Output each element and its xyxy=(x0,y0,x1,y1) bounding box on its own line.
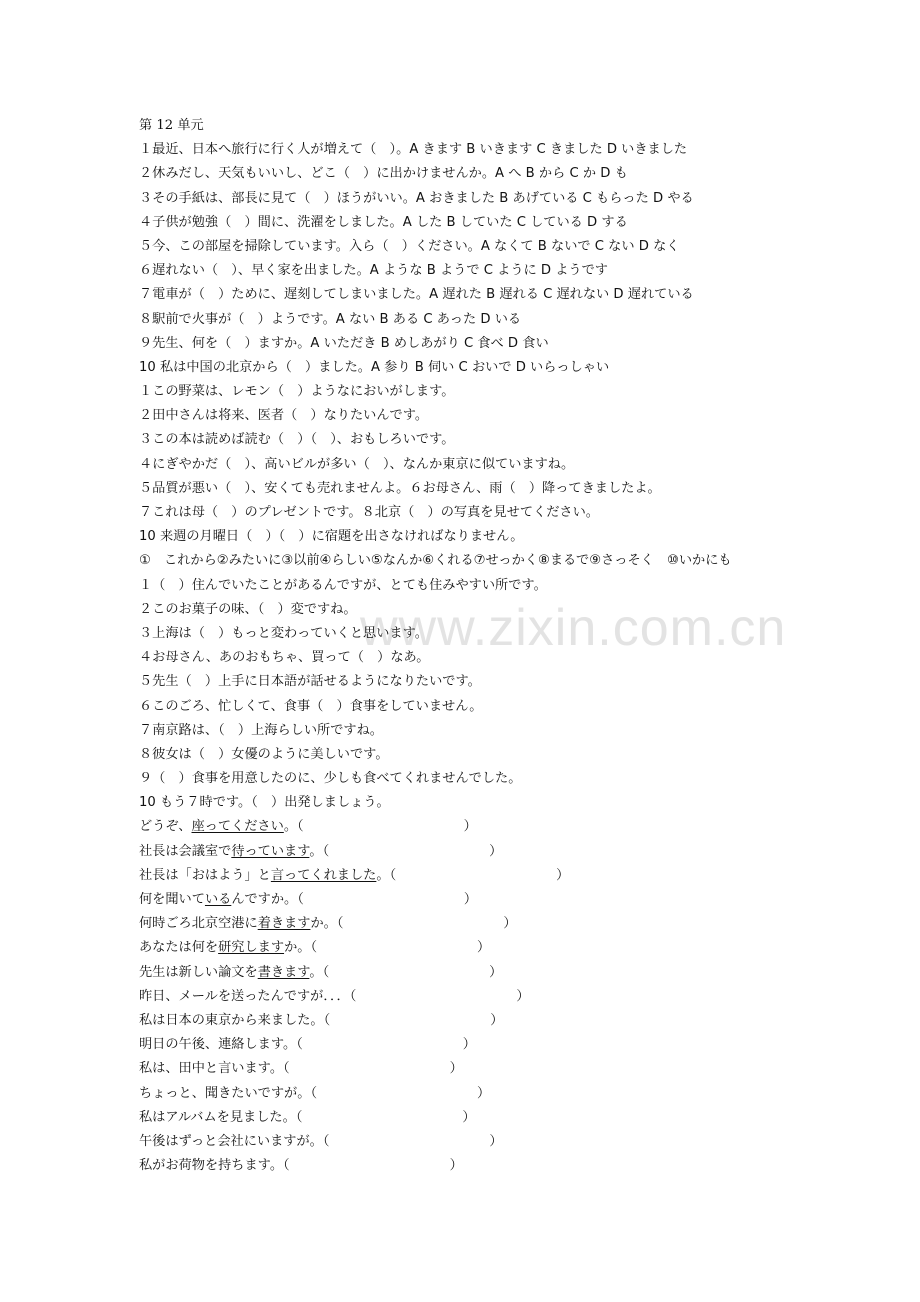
word-question: ３上海は（ ）もっと変わっていくと思います。 xyxy=(139,625,428,641)
keigo-prefix: 私は日本の東京から来ました。（ xyxy=(139,1012,331,1028)
choice-question: ８駅前で火事が（ ）ようです。A ない B ある C あった D いる xyxy=(139,311,522,327)
fill-question: ２田中さんは将来、医者（ ）なりたいんです。 xyxy=(139,408,429,424)
keigo-close-paren: ） xyxy=(463,892,478,907)
keigo-prefix: どうぞ、 xyxy=(139,819,192,835)
keigo-suffix: か。（ xyxy=(310,916,344,932)
word-question: ７南京路は、（ ）上海らしい所ですね。 xyxy=(139,722,383,738)
fill-question-list xyxy=(139,380,909,549)
keigo-suffix: 。（ xyxy=(283,819,304,835)
keigo-question xyxy=(139,840,909,864)
choice-question: ７電車が（ ）ために、遅刻してしまいました。A 遅れた B 遅れる C 遅れない D 遅れている xyxy=(139,287,694,303)
choice-question: ６遅れない（ ）、早く家を出ました。A ような B ようで C ように D ようです xyxy=(139,263,608,279)
keigo-question xyxy=(139,1106,909,1130)
watermark: www.zixin.com.cn xyxy=(360,599,787,657)
keigo-question xyxy=(139,1154,909,1178)
keigo-underlined-phrase: 待っています xyxy=(231,843,310,859)
keigo-prefix: 午後はずっと会社にいますが。（ xyxy=(139,1133,330,1149)
keigo-prefix: 何を聞いて xyxy=(139,892,205,907)
keigo-prefix: 社長は「おはよう」と xyxy=(139,867,271,883)
keigo-prefix: 私はアルバムを見ました。（ xyxy=(139,1109,303,1125)
keigo-question xyxy=(139,815,909,839)
keigo-suffix: んですか。（ xyxy=(231,892,304,907)
fill-question: ４にぎやかだ（ ）、高いビルが多い（ ）、なんか東京に似ていますね。 xyxy=(139,456,575,472)
keigo-question xyxy=(139,1057,909,1081)
keigo-prefix: 明日の午後、連絡します。（ xyxy=(139,1037,303,1053)
choice-question: ４子供が勉強（ ）間に、洗濯をしました。A した B していた C している D する xyxy=(139,214,628,230)
keigo-close-paren: ） xyxy=(477,1085,491,1101)
word-question: ８彼女は（ ）女優のように美しいです。 xyxy=(139,746,389,762)
keigo-question xyxy=(139,864,909,888)
keigo-close-paren: ） xyxy=(503,916,517,932)
word-question: １（ ）住んでいたことがあるんですが、とても住みやすい所です。 xyxy=(139,577,547,593)
keigo-prefix: 私がお荷物を持ちます。（ xyxy=(139,1158,290,1174)
keigo-underlined-phrase: 言ってくれました xyxy=(270,867,377,883)
fill-question: ３この本は読めば読む（ ）（ ）、おもしろいです。 xyxy=(139,432,455,448)
keigo-question xyxy=(139,1033,909,1057)
choice-question: ５今、この部屋を掃除しています。入ら（ ）ください。A なくて B ないで C ない D なく xyxy=(139,238,680,254)
keigo-close-paren: ） xyxy=(449,1061,463,1077)
keigo-close-paren: ） xyxy=(449,1158,463,1174)
keigo-underlined-phrase: 研究します xyxy=(218,940,285,956)
choice-question: ３その手紙は、部長に見て（ ）ほうがいい。A おきました B あげている C もらった D やる xyxy=(139,190,694,206)
keigo-underlined-phrase: 書きます xyxy=(257,964,310,980)
keigo-underlined-phrase: 座ってください xyxy=(191,819,284,835)
word-question: ２このお菓子の味、（ ）変ですね。 xyxy=(139,601,357,617)
keigo-question xyxy=(139,1009,909,1033)
keigo-prefix: 先生は新しい論文を xyxy=(139,964,258,980)
word-question: ６このごろ、忙しくて、食事（ ）食事をしていません。 xyxy=(139,698,483,714)
keigo-question xyxy=(139,1082,909,1106)
keigo-suffix: 。（ xyxy=(309,843,330,859)
keigo-prefix: 昨日、メールを送ったんですが xyxy=(139,988,324,1004)
choice-question: ９先生、何を（ ）ますか。A いただき B めしあがり C 食べ D 食い xyxy=(139,335,549,351)
keigo-close-paren: ） xyxy=(556,867,570,883)
keigo-underlined-phrase: 着きます xyxy=(257,916,311,932)
keigo-question xyxy=(139,1130,909,1154)
keigo-close-paren: ） xyxy=(462,1037,476,1053)
fill-question: ７これは母（ ）のプレゼントです。８北京（ ）の写真を見せてください。 xyxy=(139,505,599,520)
keigo-question xyxy=(139,961,909,985)
word-question: 10 もう７時です。（ ）出発しましょう。 xyxy=(139,795,390,811)
fill-question: 10 来週の月曜日（ ）（ ）に宿題を出さなければなりません。 xyxy=(139,529,524,545)
unit-title: 第 12 单元 xyxy=(139,118,204,133)
keigo-suffix: ．．．（ xyxy=(323,988,357,1004)
keigo-close-paren: ） xyxy=(489,843,503,859)
fill-question: １この野菜は、レモン（ ）ようなにおいがします。 xyxy=(139,384,455,400)
keigo-prefix: 私は、田中と言います。（ xyxy=(139,1061,290,1077)
keigo-close-paren: ） xyxy=(477,940,491,956)
document-body xyxy=(139,114,909,1178)
keigo-close-paren: ） xyxy=(462,1109,476,1125)
keigo-prefix: ちょっと、聞きたいですが。（ xyxy=(139,1085,318,1101)
keigo-question xyxy=(139,985,909,1009)
fill-question: ５品質が悪い（ ）、安くても売れませんよ。６お母さん、雨（ ）降ってきましたよ。 xyxy=(139,480,661,496)
keigo-prefix: 社長は会議室で xyxy=(139,843,232,859)
keigo-question xyxy=(139,912,909,936)
keigo-close-paren: ） xyxy=(463,819,477,835)
keigo-question xyxy=(139,936,909,960)
keigo-close-paren: ） xyxy=(489,964,503,980)
keigo-underlined-phrase: いる xyxy=(204,892,232,907)
word-question: ４お母さん、あのおもちゃ、買って（ ）なあ。 xyxy=(139,650,430,666)
keigo-question-list xyxy=(139,815,909,1178)
keigo-suffix: か。（ xyxy=(284,940,318,956)
keigo-close-paren: ） xyxy=(489,1133,503,1149)
keigo-question xyxy=(139,888,909,912)
keigo-suffix: 。（ xyxy=(376,867,397,883)
keigo-prefix: あなたは何を xyxy=(139,940,219,956)
keigo-close-paren: ） xyxy=(516,988,530,1004)
word-question-list xyxy=(139,574,909,816)
word-question: ５先生（ ）上手に日本語が話せるようになりたいです。 xyxy=(139,674,481,690)
keigo-suffix: 。（ xyxy=(309,964,330,980)
choice-question-list xyxy=(139,138,909,380)
choice-question: 10 私は中国の北京から（ ）ました。A 参り B 伺い C おいで D いらっしゃい xyxy=(139,359,610,375)
keigo-close-paren: ） xyxy=(490,1012,504,1028)
keigo-prefix: 何時ごろ北京空港に xyxy=(139,916,258,932)
choice-question: ２休みだし、天気もいいし、どこ（ ）に出かけませんか。A へ B から C か D も xyxy=(139,166,628,182)
choice-question: １最近、日本へ旅行に行く人が増えて（ ）。A きます B いきます C きました D いきました xyxy=(139,142,688,158)
word-bank: ① これから②みたいに③以前④らしい⑤なんか⑥くれる⑦せっかく⑧まるで⑨さっそく ⑩いかにも xyxy=(139,553,732,569)
word-question: ９（ ）食事を用意したのに、少しも食べてくれませんでした。 xyxy=(139,771,522,787)
